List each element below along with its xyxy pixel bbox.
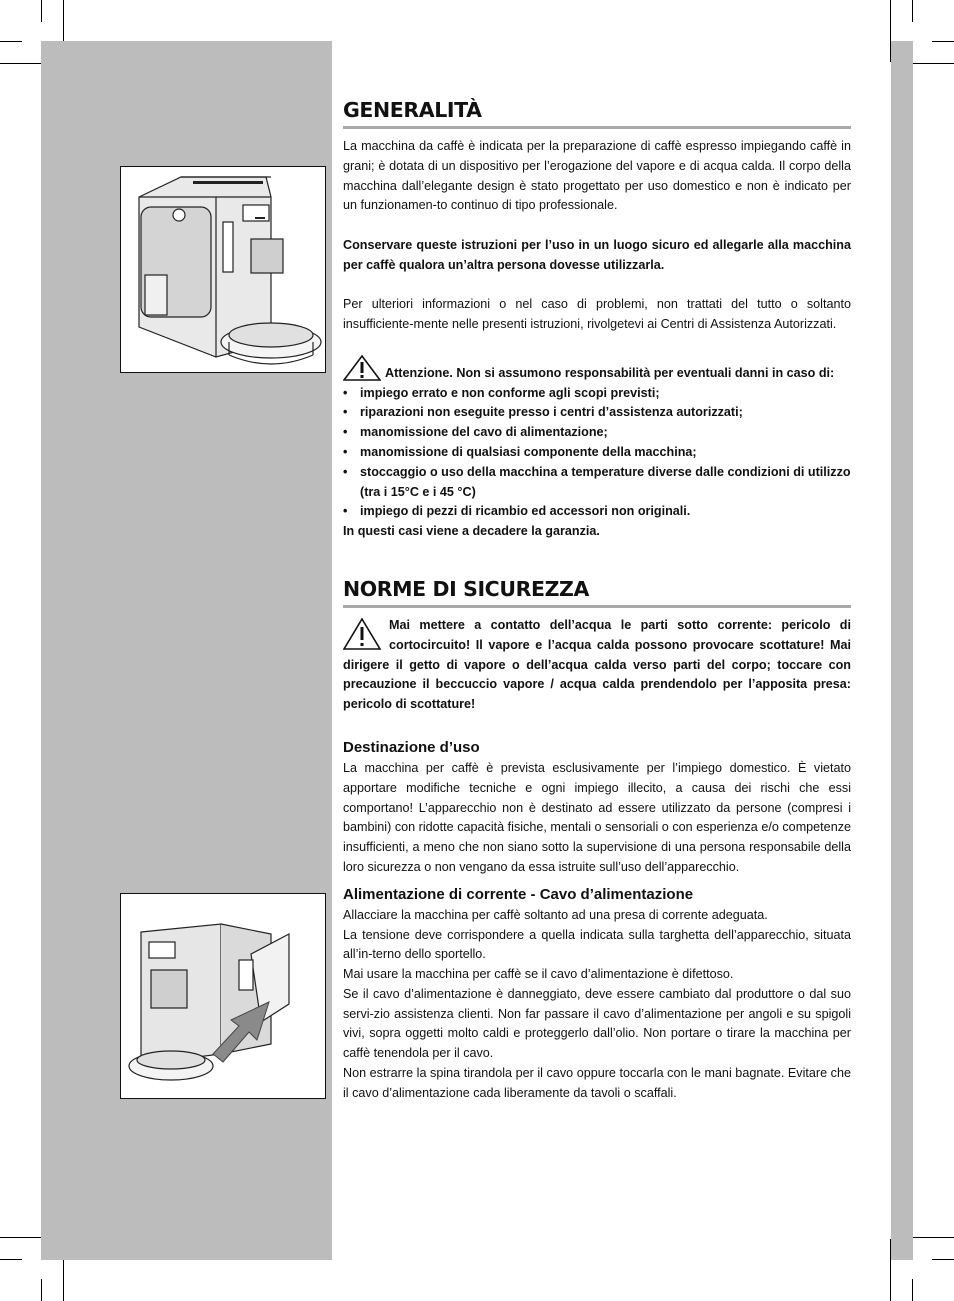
- generalita-warning: [343, 355, 851, 384]
- alimentazione-heading: Alimentazione di corrente - Cavo d’alimentazione: [343, 885, 694, 903]
- main-content: [343, 96, 851, 1104]
- sicurezza-warning-text: Mai mettere a contatto dell’acqua le parti sotto corrente: pericolo di cortocircuito! Il vapore e l’acqua calda possono provocare scottature! Mai dirigere il getto di vapore o dell’acqua calda verso parti del corpo; toccare con precauzione il beccuccio vapore / acqua calda prendendolo per l’apposita presa: pericolo di scottature!: [343, 617, 851, 712]
- alimentazione-line: La tensione deve corrispondere a quella indicata sulla targhetta dell’apparecchio, situata all’in-terno dello sportello.: [343, 927, 851, 962]
- coffee-machine-drawing: [121, 167, 324, 371]
- warning-triangle-icon: [343, 618, 381, 650]
- open-door-drawing: [121, 894, 324, 1097]
- coffee-machine-illustration: [120, 166, 326, 373]
- generalita-warning-text: Attenzione. Non si assumono responsabilità per eventuali danni in caso di:: [385, 365, 835, 380]
- list-item: • manomissione del cavo di alimentazione;: [343, 423, 851, 443]
- list-item: • manomissione di qualsiasi componente della macchina;: [343, 443, 851, 463]
- right-gray-band: [891, 41, 913, 1260]
- destinazione-text: La macchina per caffè è prevista esclusivamente per l’impiego domestico. È vietato apportare modifiche tecniche e ogni impiego illecito, a causa dei rischi che essi comportano! L’apparecchio non è destinato ad essere utilizzato da persone (compresi i bambini) con ridotte capacità fisiche, mentali o sensoriali o con esperienza e/o competenze insufficienti, a meno che non siano sotto la supervisione di una persona responsabile della loro sicurezza o non vengano da essa istruite sull’uso dell’apparecchio.: [343, 760, 851, 874]
- alimentazione-line: Se il cavo d’alimentazione è danneggiato, deve essere cambiato dal produttore o dal suo servi-zio assistenza clienti. Non far passare il cavo d’alimentazione per angoli e su spigoli vivi, sopra oggetti molto caldi e proteggerlo dall’olio. Non portare o tirare la macchina per caffè tenendola per il cavo.: [343, 986, 851, 1061]
- sicurezza-warning: [343, 616, 851, 715]
- destinazione-heading: Destinazione d’uso: [343, 738, 480, 756]
- section-title-generalita: GENERALITÀ: [343, 96, 851, 129]
- damage-conditions-list: [343, 384, 851, 523]
- list-item: • riparazioni non eseguite presso i centri d’assistenza autorizzati;: [343, 403, 851, 423]
- generalita-paragraph-1: La macchina da caffè è indicata per la preparazione di caffè espresso impiegando caffè in grani; è dotata di un dispositivo per l’erogazione del vapore e di acqua calda. Il corpo della macchina dall’elegante design è stato progettato per uso domestico e non è indicato per un funzionamen-to continuo di tipo professionale.: [343, 139, 851, 213]
- section-title-sicurezza: NORME DI SICUREZZA: [343, 575, 851, 608]
- list-item: • impiego di pezzi di ricambio ed accessori non originali.: [343, 502, 851, 522]
- warranty-closing: In questi casi viene a decadere la garanzia.: [343, 524, 600, 539]
- alimentazione-line: Allacciare la macchina per caffè soltanto ad una presa di corrente adeguata.: [343, 907, 768, 922]
- warning-triangle-icon: [343, 355, 381, 381]
- open-door-illustration: [120, 893, 326, 1099]
- alimentazione-line: Mai usare la macchina per caffè se il cavo d’alimentazione è difettoso.: [343, 967, 734, 982]
- list-item: • stoccaggio o uso della macchina a temperature diverse dalle condizioni di utilizzo (tra i 15°C e i 45 °C): [343, 463, 851, 503]
- generalita-paragraph-2: Conservare queste istruzioni per l’uso in un luogo sicuro ed allegarle alla macchina per caffè qualora un’altra persona dovesse utilizzarla.: [343, 237, 851, 272]
- generalita-paragraph-3: Per ulteriori informazioni o nel caso di problemi, non trattati del tutto o soltanto insufficiente-mente nelle presenti istruzioni, rivolgetevi ai Centri di Assistenza Autorizzati.: [343, 297, 851, 332]
- list-item: • impiego errato e non conforme agli scopi previsti;: [343, 384, 851, 404]
- alimentazione-line: Non estrarre la spina tirandola per il cavo oppure toccarla con le mani bagnate. Evitare che il cavo d’alimentazione cada liberamente da tavoli o scaffali.: [343, 1066, 851, 1100]
